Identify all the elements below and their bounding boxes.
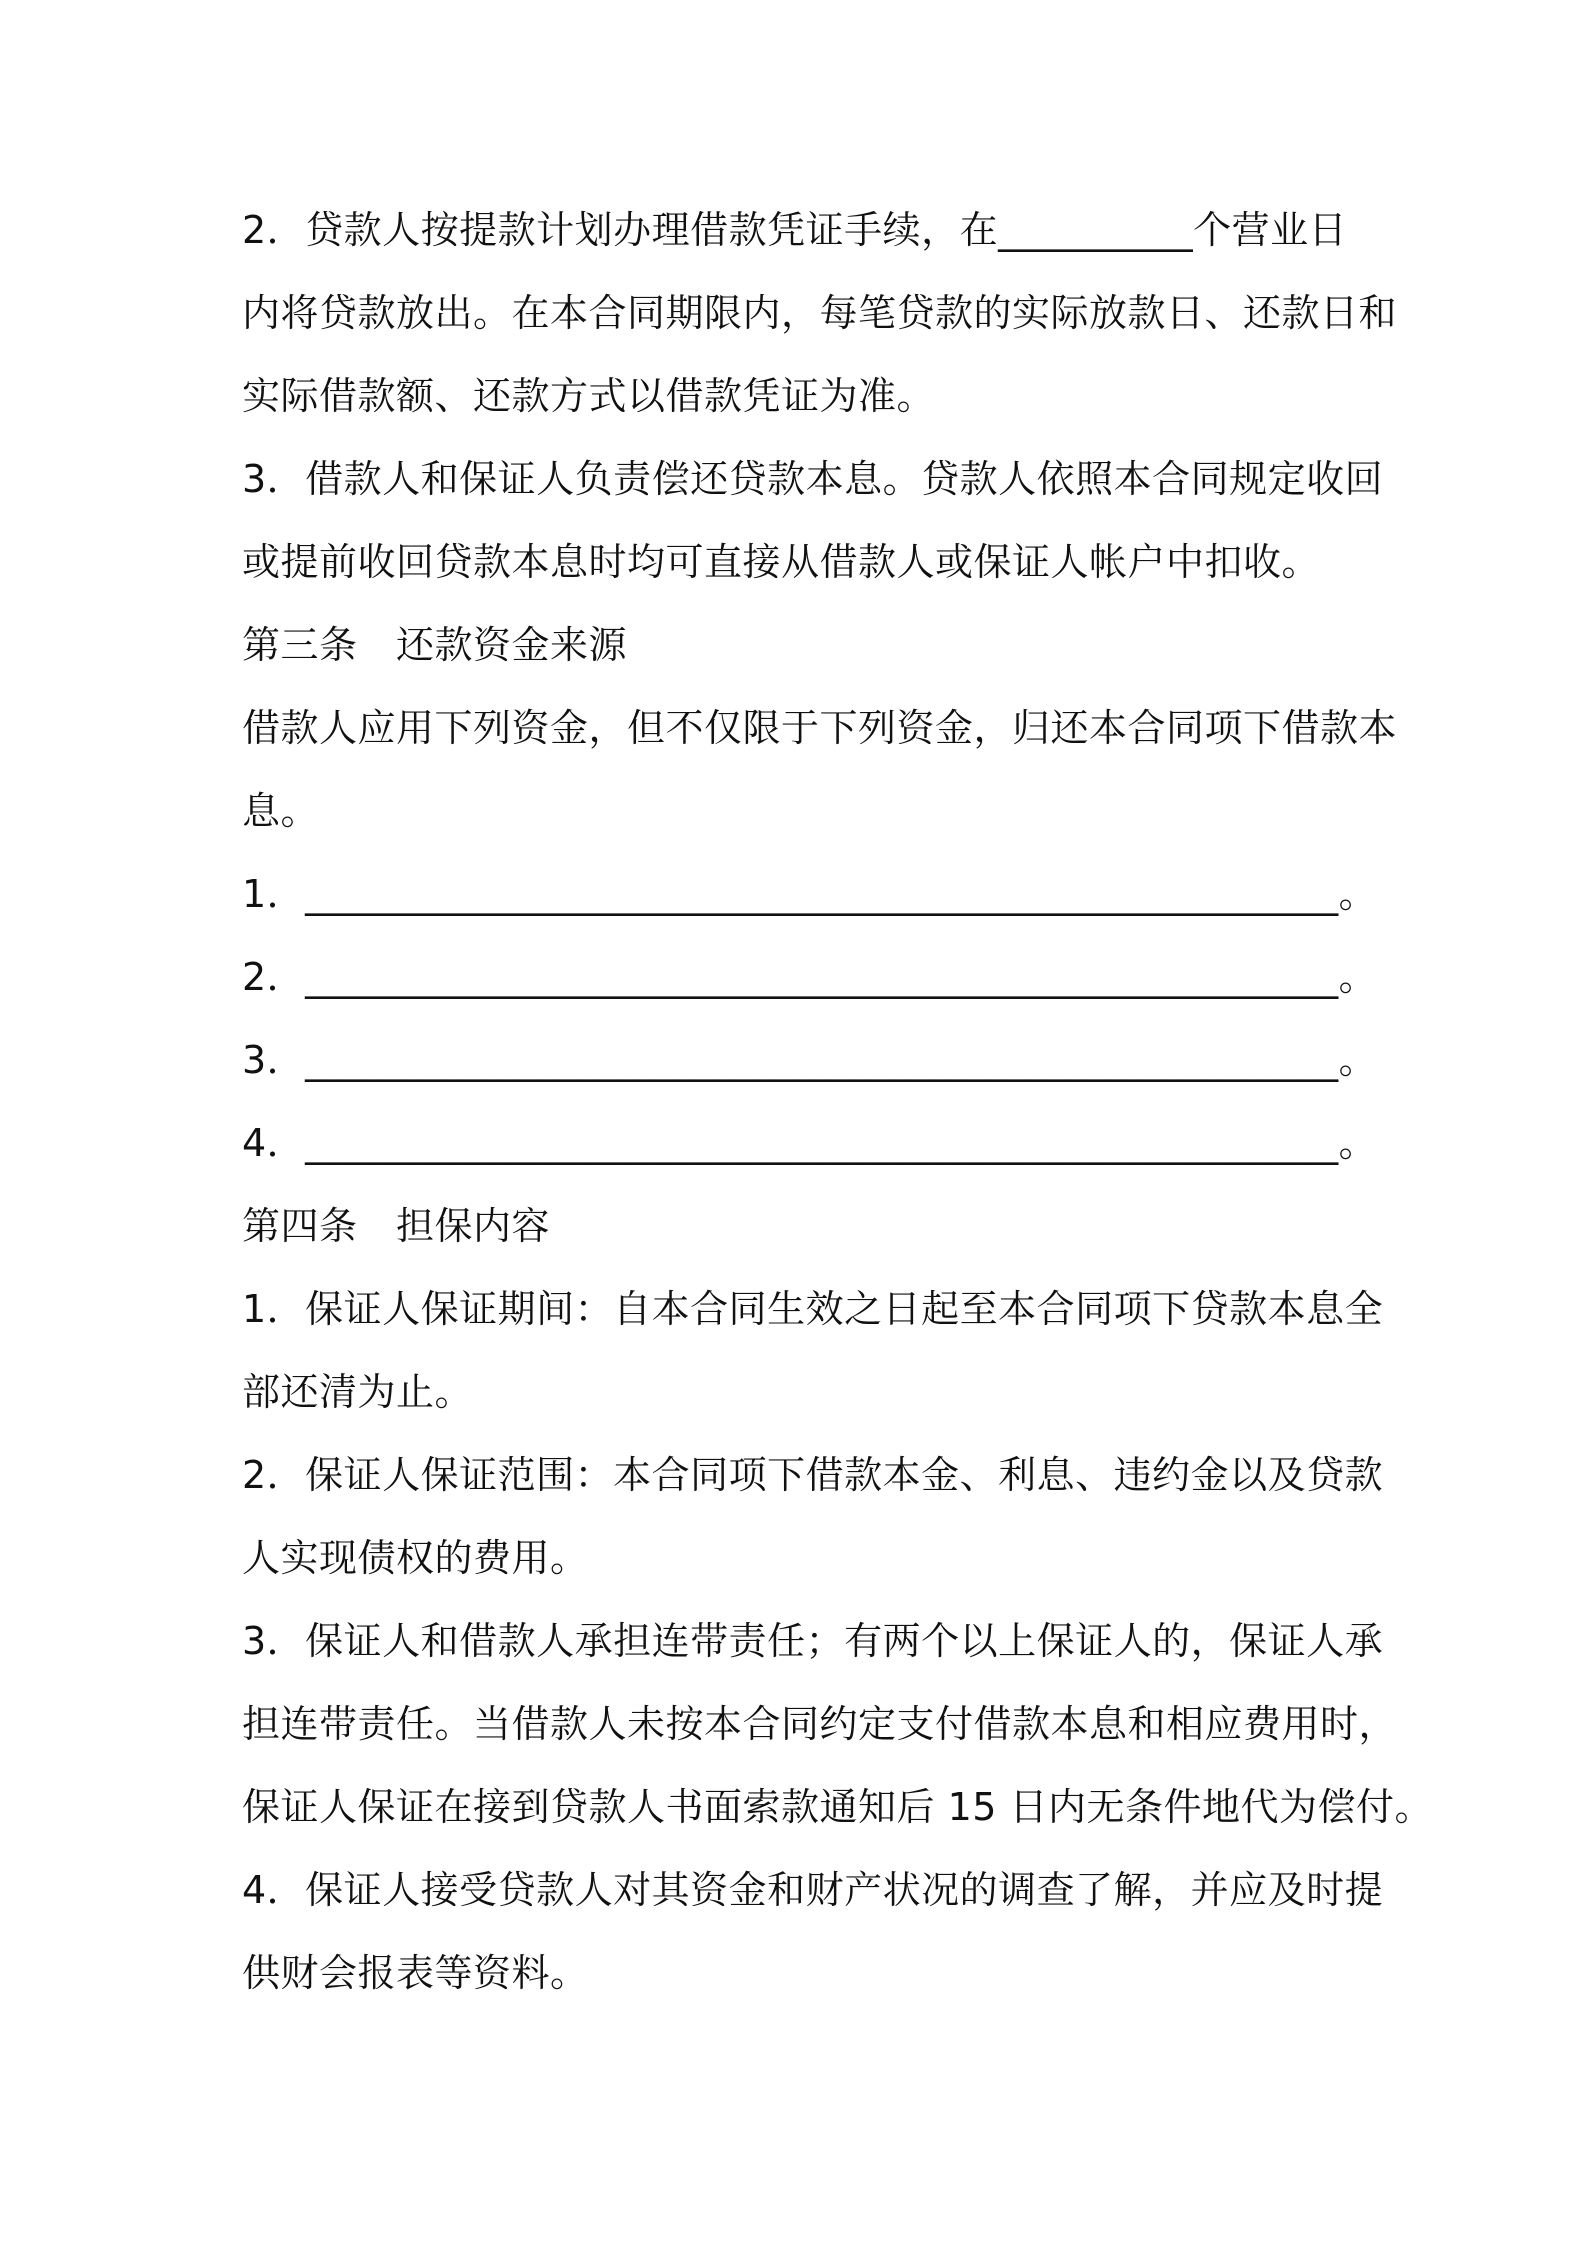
fund-source-blank-4: 4．_____________________________________________________。	[242, 1121, 1378, 1165]
guarantee-clause-3-line-3: 保证人保证在接到贷款人书面索款通知后 15 日内无条件地代为偿付。	[242, 1785, 1434, 1829]
guarantee-clause-1-line-2: 部还清为止。	[242, 1370, 474, 1414]
clause-3-line-1: 3．借款人和保证人负责偿还贷款本息。贷款人依照本合同规定收回	[242, 457, 1384, 501]
article-3-heading: 第三条 还款资金来源	[242, 623, 628, 667]
clause-2-line-1: 2．贷款人按提款计划办理借款凭证手续，在__________个营业日	[242, 208, 1348, 252]
guarantee-clause-2-line-1: 2．保证人保证范围：本合同项下借款本金、利息、违约金以及贷款	[242, 1453, 1384, 1497]
guarantee-clause-4-line-2: 供财会报表等资料。	[242, 1951, 589, 1995]
clause-2-line-3: 实际借款额、还款方式以借款凭证为准。	[242, 374, 936, 418]
guarantee-clause-3-line-2: 担连带责任。当借款人未按本合同约定支付借款本息和相应费用时，	[242, 1702, 1398, 1746]
clause-2-line-2: 内将贷款放出。在本合同期限内，每笔贷款的实际放款日、还款日和	[242, 291, 1398, 335]
fund-source-blank-1: 1．_____________________________________________________。	[242, 872, 1378, 916]
article-3-intro-line-1: 借款人应用下列资金，但不仅限于下列资金，归还本合同项下借款本	[242, 706, 1398, 750]
fund-source-blank-3: 3．_____________________________________________________。	[242, 1038, 1378, 1082]
clause-3-line-2: 或提前收回贷款本息时均可直接从借款人或保证人帐户中扣收。	[242, 540, 1321, 584]
article-3-intro-line-2: 息。	[242, 789, 320, 833]
fund-source-blank-2: 2．_____________________________________________________。	[242, 955, 1378, 999]
guarantee-clause-2-line-2: 人实现债权的费用。	[242, 1536, 589, 1580]
guarantee-clause-4-line-1: 4．保证人接受贷款人对其资金和财产状况的调查了解，并应及时提	[242, 1868, 1384, 1912]
guarantee-clause-3-line-1: 3．保证人和借款人承担连带责任；有两个以上保证人的，保证人承	[242, 1619, 1384, 1663]
guarantee-clause-1-line-1: 1．保证人保证期间：自本合同生效之日起至本合同项下贷款本息全	[242, 1287, 1384, 1331]
article-4-heading: 第四条 担保内容	[242, 1204, 551, 1248]
